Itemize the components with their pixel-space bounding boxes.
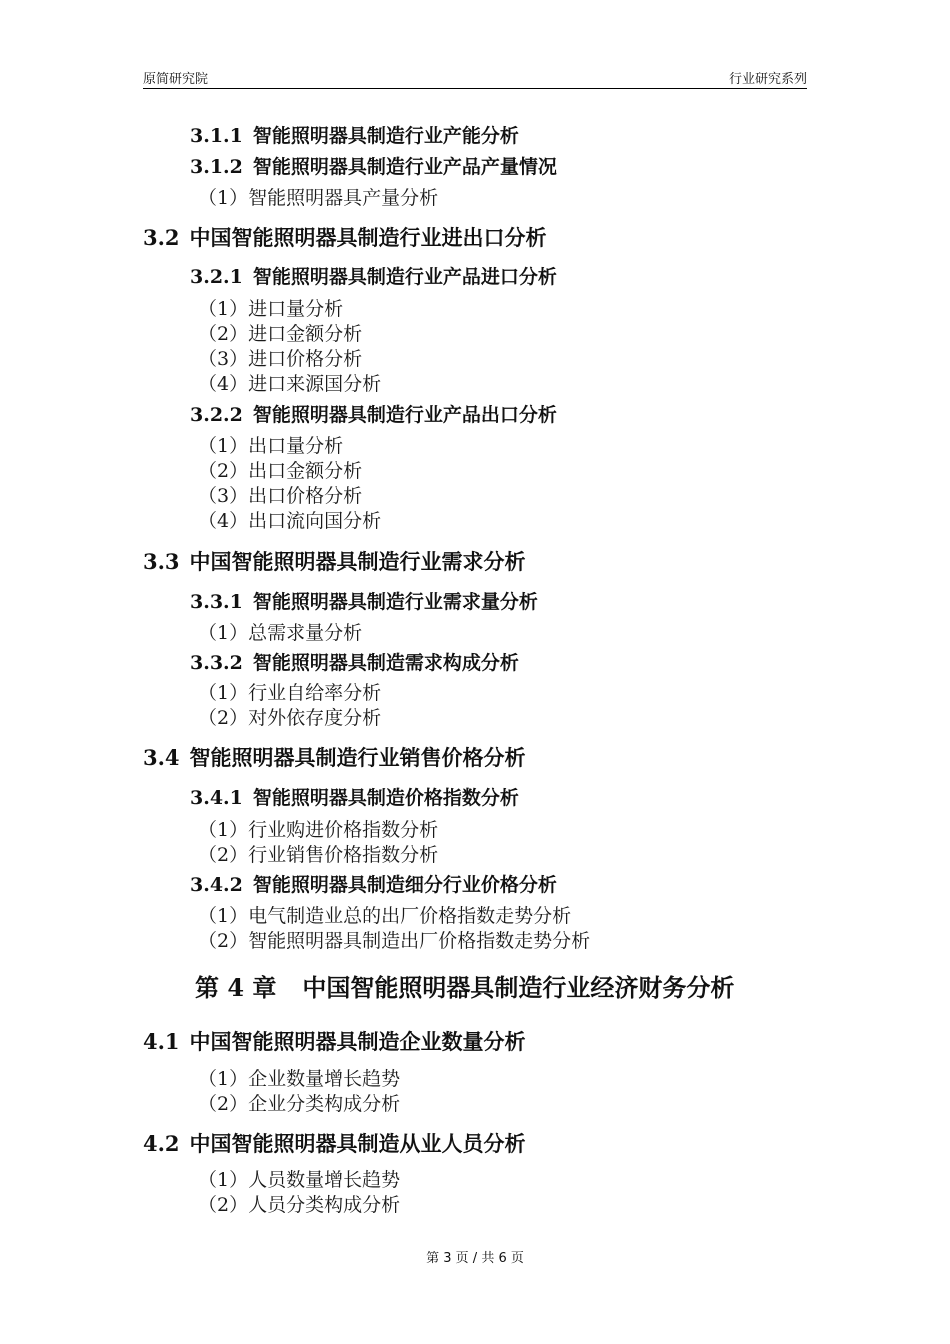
toc-item bbox=[198, 512, 381, 531]
toc-subsection-heading bbox=[190, 593, 538, 612]
toc-subsection-heading bbox=[190, 654, 519, 673]
header-org-name: 原简研究院 bbox=[143, 72, 209, 87]
toc-title: （2）人员分类构成分析 bbox=[198, 1194, 401, 1216]
toc-title: （1）智能照明器具产量分析 bbox=[198, 187, 439, 209]
toc-title: （1）人员数量增长趋势 bbox=[198, 1169, 401, 1191]
toc-title: 智能照明器具制造行业需求量分析 bbox=[252, 591, 538, 613]
toc-title: （1）行业购进价格指数分析 bbox=[198, 819, 439, 841]
chapter-heading bbox=[195, 973, 735, 1002]
toc-item bbox=[198, 487, 362, 506]
toc-title: （1）总需求量分析 bbox=[198, 622, 363, 644]
toc-title: （1）企业数量增长趋势 bbox=[198, 1068, 401, 1090]
toc-item bbox=[198, 437, 343, 456]
toc-item bbox=[198, 684, 381, 703]
toc-title: （1）电气制造业总的出厂价格指数走势分析 bbox=[198, 905, 572, 927]
toc-item bbox=[198, 325, 362, 344]
toc-title: 中国智能照明器具制造企业数量分析 bbox=[189, 1029, 526, 1054]
toc-number: 4.2 bbox=[143, 1131, 180, 1156]
toc-number: 3.3.2 bbox=[190, 652, 243, 674]
toc-item bbox=[198, 300, 343, 319]
toc-item bbox=[198, 846, 438, 865]
toc-number: 3.4.2 bbox=[190, 874, 243, 896]
toc-title: 智能照明器具制造行业产品出口分析 bbox=[252, 404, 557, 426]
toc-subsection-heading bbox=[190, 268, 557, 287]
toc-title: （2）企业分类构成分析 bbox=[198, 1093, 401, 1115]
toc-item bbox=[198, 624, 362, 643]
toc-item bbox=[198, 821, 438, 840]
toc-title: （1）出口量分析 bbox=[198, 435, 344, 457]
toc-number: 4.1 bbox=[143, 1029, 180, 1054]
toc-number: 3.1.1 bbox=[190, 125, 243, 147]
toc-number: 3.1.2 bbox=[190, 156, 243, 178]
toc-title: （2）进口金额分析 bbox=[198, 323, 363, 345]
toc-title: 智能照明器具制造需求构成分析 bbox=[252, 652, 519, 674]
toc-subsection-heading bbox=[190, 789, 519, 808]
toc-subsection-heading bbox=[190, 127, 519, 146]
toc-item bbox=[198, 462, 362, 481]
toc-item bbox=[198, 1196, 400, 1215]
toc-title: 智能照明器具制造细分行业价格分析 bbox=[252, 874, 557, 896]
toc-title: 中国智能照明器具制造行业需求分析 bbox=[189, 549, 526, 574]
toc-item bbox=[198, 350, 362, 369]
toc-title: （4）出口流向国分析 bbox=[198, 510, 382, 532]
toc-item bbox=[198, 1095, 400, 1114]
toc-title: （3）出口价格分析 bbox=[198, 485, 363, 507]
toc-title: 中国智能照明器具制造行业经济财务分析 bbox=[302, 973, 735, 1002]
toc-title: （4）进口来源国分析 bbox=[198, 373, 382, 395]
toc-item bbox=[198, 932, 590, 951]
toc-item bbox=[198, 709, 381, 728]
toc-item bbox=[198, 375, 381, 394]
toc-item bbox=[198, 1070, 400, 1089]
toc-item bbox=[198, 1171, 400, 1190]
toc-section-heading bbox=[143, 1133, 526, 1154]
toc-subsection-heading bbox=[190, 158, 557, 177]
toc-section-heading bbox=[143, 551, 526, 572]
toc-title: 智能照明器具制造行业产品进口分析 bbox=[252, 266, 557, 288]
toc-number: 第 4 章 bbox=[195, 973, 277, 1002]
toc-subsection-heading bbox=[190, 876, 557, 895]
toc-title: （2）出口金额分析 bbox=[198, 460, 363, 482]
toc-number: 3.4.1 bbox=[190, 787, 243, 809]
toc-number: 3.4 bbox=[143, 745, 180, 770]
toc-title: 中国智能照明器具制造行业进出口分析 bbox=[189, 225, 547, 250]
header-series-name: 行业研究系列 bbox=[728, 72, 807, 87]
toc-number: 3.3 bbox=[143, 549, 180, 574]
toc-title: 智能照明器具制造行业产能分析 bbox=[252, 125, 519, 147]
toc-item bbox=[198, 907, 571, 926]
toc-number: 3.3.1 bbox=[190, 591, 243, 613]
toc-title: （2）行业销售价格指数分析 bbox=[198, 844, 439, 866]
toc-title: （1）行业自给率分析 bbox=[198, 682, 382, 704]
toc-section-heading bbox=[143, 1031, 526, 1052]
toc-title: 智能照明器具制造价格指数分析 bbox=[252, 787, 519, 809]
page-number: 第 3 页 / 共 6 页 bbox=[426, 1251, 524, 1266]
toc-subsection-heading bbox=[190, 406, 557, 425]
toc-title: 中国智能照明器具制造从业人员分析 bbox=[189, 1131, 526, 1156]
toc-title: 智能照明器具制造行业销售价格分析 bbox=[189, 745, 526, 770]
toc-title: （3）进口价格分析 bbox=[198, 348, 363, 370]
toc-title: 智能照明器具制造行业产品产量情况 bbox=[252, 156, 557, 178]
toc-title: （2）对外依存度分析 bbox=[198, 707, 382, 729]
toc-section-heading bbox=[143, 227, 547, 248]
toc-item bbox=[198, 189, 438, 208]
toc-number: 3.2.2 bbox=[190, 404, 243, 426]
toc-title: （1）进口量分析 bbox=[198, 298, 344, 320]
toc-number: 3.2.1 bbox=[190, 266, 243, 288]
toc-number: 3.2 bbox=[143, 225, 180, 250]
toc-section-heading bbox=[143, 747, 526, 768]
toc-title: （2）智能照明器具制造出厂价格指数走势分析 bbox=[198, 930, 591, 952]
